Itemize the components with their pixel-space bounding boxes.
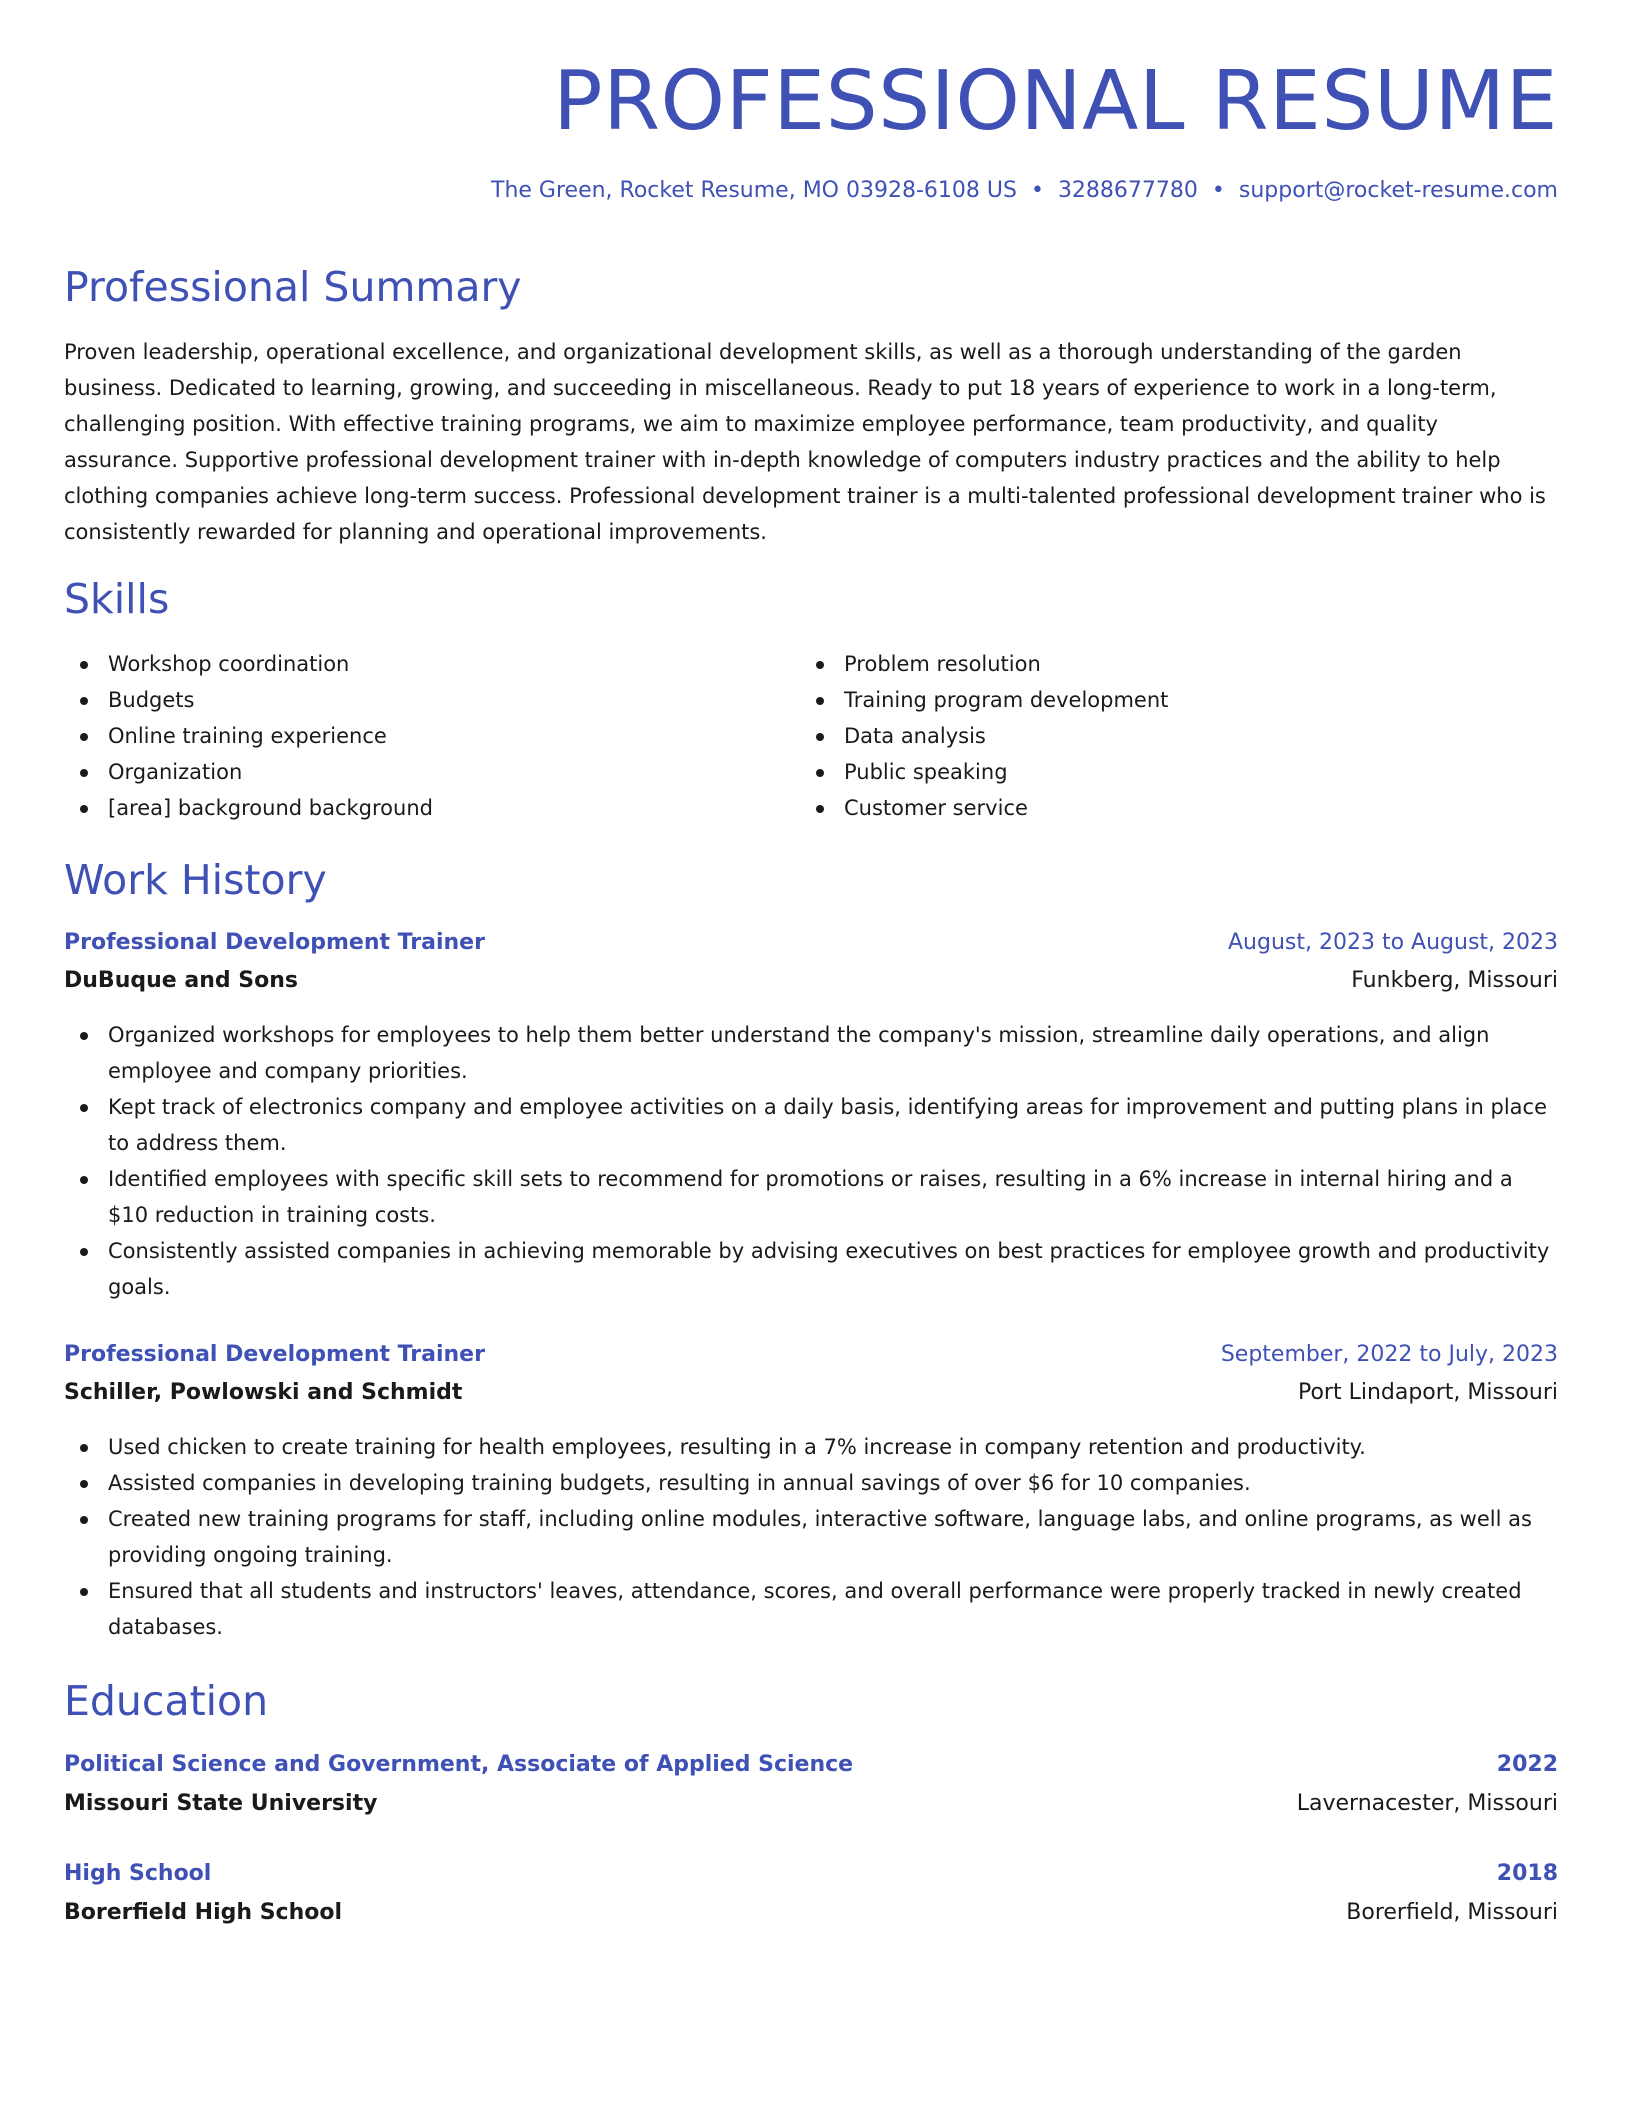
contact-separator: • (1030, 178, 1044, 203)
job-location: Funkberg, Missouri (1351, 968, 1558, 993)
job-dates: September, 2022 to July, 2023 (1220, 1342, 1558, 1367)
skill-item: Customer service (800, 790, 1540, 826)
resume-header (64, 0, 1558, 203)
work-history-heading: Work History (64, 856, 327, 904)
job-bullet: Organized workshops for employees to help them better understand the company's mission, streamline daily operations, and align employee and company priorities. (64, 1017, 1558, 1089)
resume-page (64, 0, 1558, 1925)
education-location: Lavernacester, Missouri (1296, 1791, 1558, 1816)
job-dates: August, 2023 to August, 2023 (1228, 930, 1558, 955)
job-title: Professional Development Trainer (64, 930, 485, 955)
education-year: 2022 (1496, 1752, 1558, 1777)
contact-line (491, 178, 1558, 203)
skill-item: Problem resolution (800, 646, 1540, 682)
job-bullet: Identified employees with specific skill sets to recommend for promotions or raises, resulting in a 6% increase in internal hiring and a $10 reduction in training costs. (64, 1161, 1558, 1233)
skill-item: Training program development (800, 682, 1540, 718)
education-degree: High School (64, 1861, 212, 1886)
skill-item: Public speaking (800, 754, 1540, 790)
job-bullet: Assisted companies in developing training budgets, resulting in annual savings of over $6 for 10 companies. (64, 1465, 1558, 1501)
contact-phone: 3288677780 (1057, 178, 1198, 203)
job-bullet: Created new training programs for staff, including online modules, interactive software, language labs, and online programs, as well as providing ongoing training. (64, 1501, 1558, 1573)
job-title: Professional Development Trainer (64, 1342, 485, 1367)
skill-item: Online training experience (64, 718, 764, 754)
skills-list-right (800, 646, 1540, 826)
skill-item: Organization (64, 754, 764, 790)
job-employer: Schiller, Powlowski and Schmidt (64, 1380, 463, 1405)
job-location: Port Lindaport, Missouri (1297, 1380, 1558, 1405)
contact-separator: • (1211, 178, 1225, 203)
education-school: Borerfield High School (64, 1900, 343, 1925)
job-bullets (64, 1429, 1558, 1645)
job-bullet: Kept track of electronics company and employee activities on a daily basis, identifying areas for improvement and putting plans in place to address them. (64, 1089, 1558, 1161)
skills-list-left (64, 646, 764, 826)
summary-heading: Professional Summary (64, 263, 522, 311)
education-degree: Political Science and Government, Associate of Applied Science (64, 1752, 854, 1777)
job-bullet: Consistently assisted companies in achieving memorable by advising executives on best practices for employee growth and productivity goals. (64, 1233, 1558, 1305)
job-employer: DuBuque and Sons (64, 968, 298, 993)
skills-heading: Skills (64, 575, 170, 623)
contact-address: The Green, Rocket Resume, MO 03928-6108 US (491, 178, 1017, 203)
education-location: Borerfield, Missouri (1346, 1900, 1558, 1925)
resume-title: PROFESSIONAL RESUME (553, 54, 1558, 149)
education-year: 2018 (1496, 1861, 1558, 1886)
job-bullets (64, 1017, 1558, 1305)
job-bullet: Used chicken to create training for health employees, resulting in a 7% increase in company retention and productivity. (64, 1429, 1558, 1465)
job-bullet: Ensured that all students and instructors' leaves, attendance, scores, and overall performance were properly tracked in newly created databases. (64, 1573, 1558, 1645)
education-heading: Education (64, 1677, 269, 1725)
skill-item: Workshop coordination (64, 646, 764, 682)
skill-item: [area] background background (64, 790, 764, 826)
skill-item: Budgets (64, 682, 764, 718)
summary-text: Proven leadership, operational excellence, and organizational development skills, as well as a thorough understanding of the garden business. Dedicated to learning, growing, and succeeding in miscellaneous. Ready to put 18 years of experience to work in a long-term, challenging position. With effective training programs, we aim to maximize employee performance, team productivity, and quality assurance. Supportive professional development trainer with in-depth knowledge of computers industry practices and the ability to help clothing companies achieve long-term success. Professional development trainer is a multi-talented professional development trainer who is consistently rewarded for planning and operational improvements. (64, 340, 1546, 544)
contact-email: support@rocket-resume.com (1238, 178, 1558, 203)
education-school: Missouri State University (64, 1791, 378, 1816)
skill-item: Data analysis (800, 718, 1540, 754)
